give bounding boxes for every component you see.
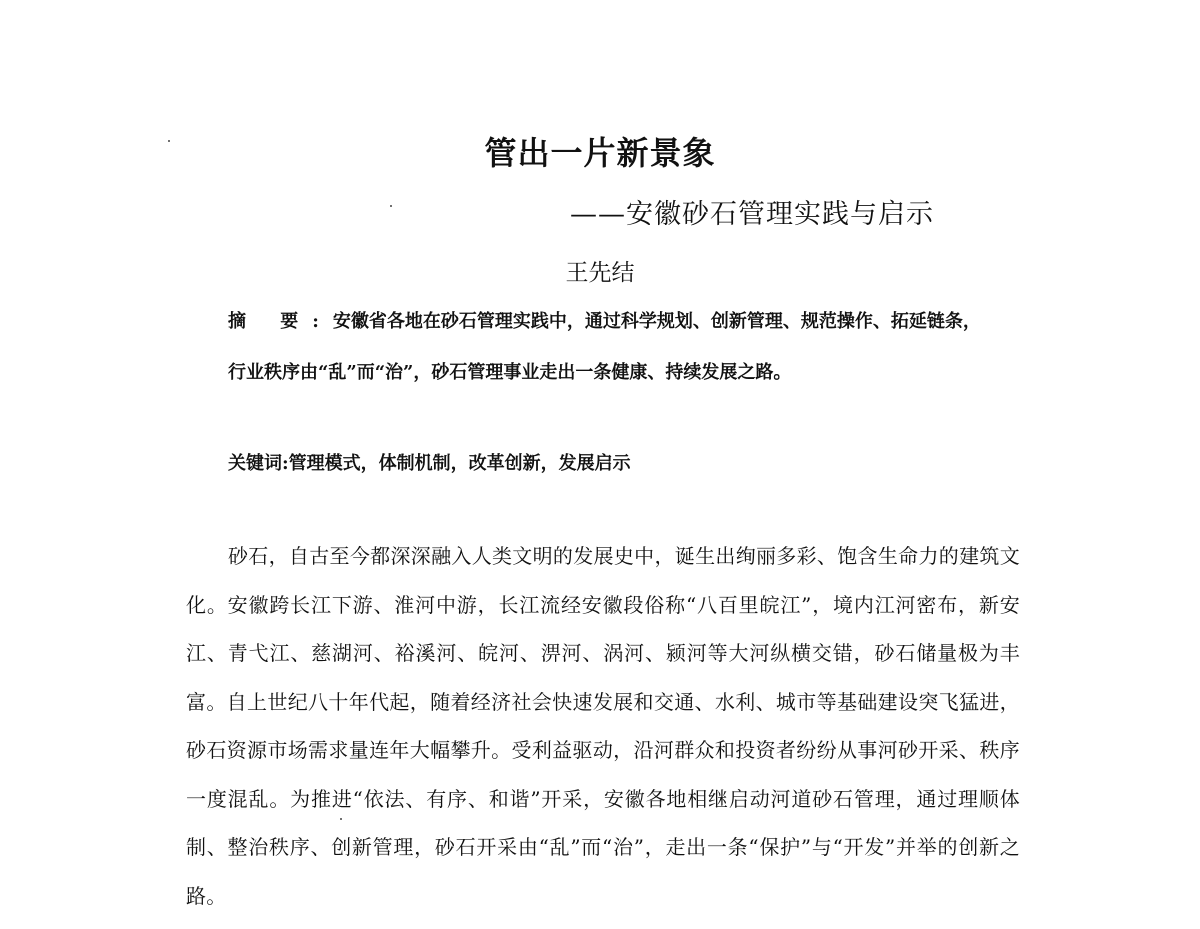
article-title: 管出一片新景象 [484,134,716,172]
scan-speck [168,140,170,142]
keywords-block [228,444,988,484]
scan-speck [390,205,392,207]
keywords-label: 关键词: [228,453,289,474]
scan-speck [340,818,342,820]
keywords-text: 管理模式，体制机制，改革创新，发展启示 [288,453,631,474]
abstract-block [228,296,988,398]
abstract-text: 安徽省各地在砂石管理实践中，通过科学规划、创新管理、规范操作、拓延链条，行业秩序由“乱”而“治”，砂石管理事业走出一条健康、持续发展之路。 [228,311,981,383]
body-paragraph: 砂石，自古至今都深深融入人类文明的发展史中，诞生出绚丽多彩、饱含生命力的建筑文化。安徽跨长江下游、淮河中游，长江流经安徽段俗称“八百里皖江”，境内江河密布，新安江、青弋江、慈湖河、裕溪河、皖河、淠河、涡河、颍河等大河纵横交错，砂石储量极为丰富。自上世纪八十年代起，随着经济社会快速发展和交通、水利、城市等基础建设突飞猛进，砂石资源市场需求量连年大幅攀升。受利益驱动，沿河群众和投资者纷纷从事河砂开采、秩序一度混乱。为推进“依法、有序、和谐”开采，安徽各地相继启动河道砂石管理，通过理顺体制、整治秩序、创新管理，砂石开采由“乱”而“治”，走出一条“保护”与“开发”并举的创新之路。 [186,544,1020,908]
article-author: 王先结 [565,260,635,286]
abstract-label: 摘 要: [228,311,333,332]
article-subtitle: ——安徽砂石管理实践与启示 [570,199,934,230]
